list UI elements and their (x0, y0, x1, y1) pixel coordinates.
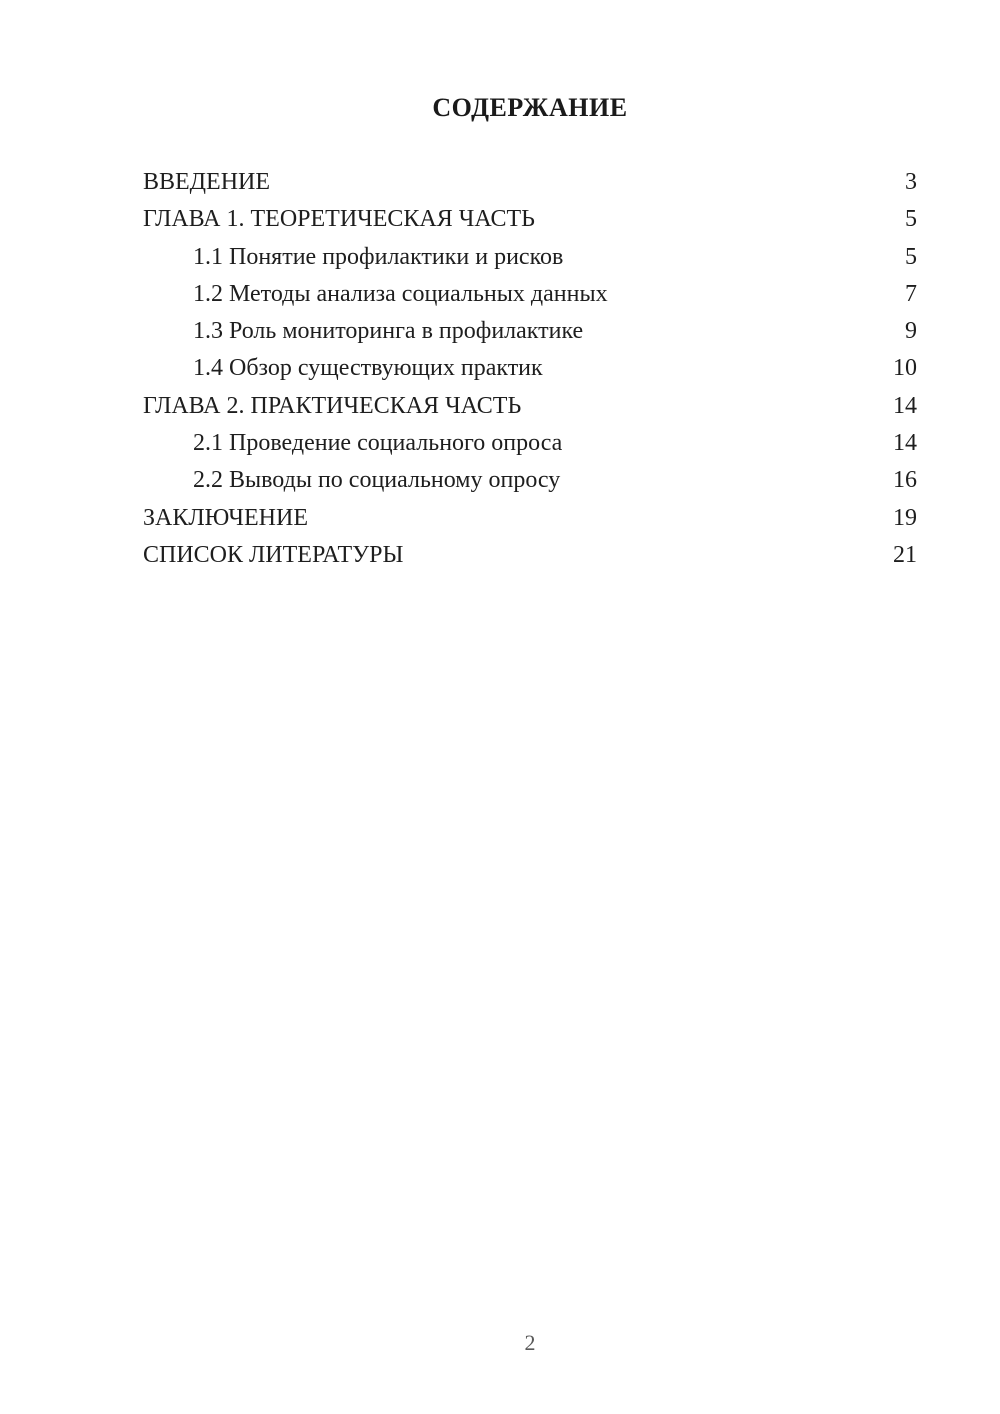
toc-row (143, 350, 917, 387)
page-content (0, 0, 1000, 574)
toc-entry-page-number: 14 (893, 392, 917, 419)
toc-entry-label: 1.2 Методы анализа социальных данных (193, 280, 608, 307)
toc-entry-page-number: 10 (893, 355, 917, 382)
toc-entry-label: 2.1 Проведение социального опроса (193, 430, 563, 457)
toc-entry-page-number: 5 (905, 243, 917, 270)
toc-entry-page-number: 14 (893, 430, 917, 457)
toc-row (143, 239, 917, 276)
toc-entry-label: 1.4 Обзор существующих практик (193, 355, 543, 382)
toc-list (143, 164, 917, 574)
toc-entry-label: 1.3 Роль мониторинга в профилактике (193, 318, 584, 345)
toc-entry-label: ЗАКЛЮЧЕНИЕ (143, 504, 308, 531)
toc-entry-page-number: 3 (905, 169, 917, 195)
toc-entry-page-number: 7 (905, 280, 917, 307)
toc-entry-label: ГЛАВА 1. ТЕОРЕТИЧЕСКАЯ ЧАСТЬ (143, 206, 535, 233)
toc-row (143, 500, 917, 537)
toc-entry-label: 2.2 Выводы по социальному опросу (193, 467, 561, 494)
toc-entry-label: 1.1 Понятие профилактики и рисков (193, 243, 564, 270)
page-title: СОДЕРЖАНИЕ (432, 93, 628, 122)
toc-entry-label: СПИСОК ЛИТЕРАТУРЫ (143, 541, 404, 568)
toc-row (143, 164, 917, 201)
toc-entry-page-number: 16 (893, 467, 917, 494)
toc-entry-page-number: 5 (905, 206, 917, 233)
toc-entry-page-number: 21 (893, 541, 917, 568)
toc-entry-page-number: 9 (905, 318, 917, 345)
toc-row (143, 425, 917, 462)
toc-entry-page-number: 19 (893, 504, 917, 531)
toc-row (143, 276, 917, 313)
toc-row (143, 201, 917, 238)
toc-row (143, 462, 917, 499)
toc-row (143, 537, 917, 574)
footer-page-number: 2 (524, 1330, 536, 1355)
toc-row (143, 313, 917, 350)
toc-entry-label: ВВЕДЕНИЕ (143, 169, 271, 195)
toc-row (143, 388, 917, 425)
toc-entry-label: ГЛАВА 2. ПРАКТИЧЕСКАЯ ЧАСТЬ (143, 392, 522, 419)
